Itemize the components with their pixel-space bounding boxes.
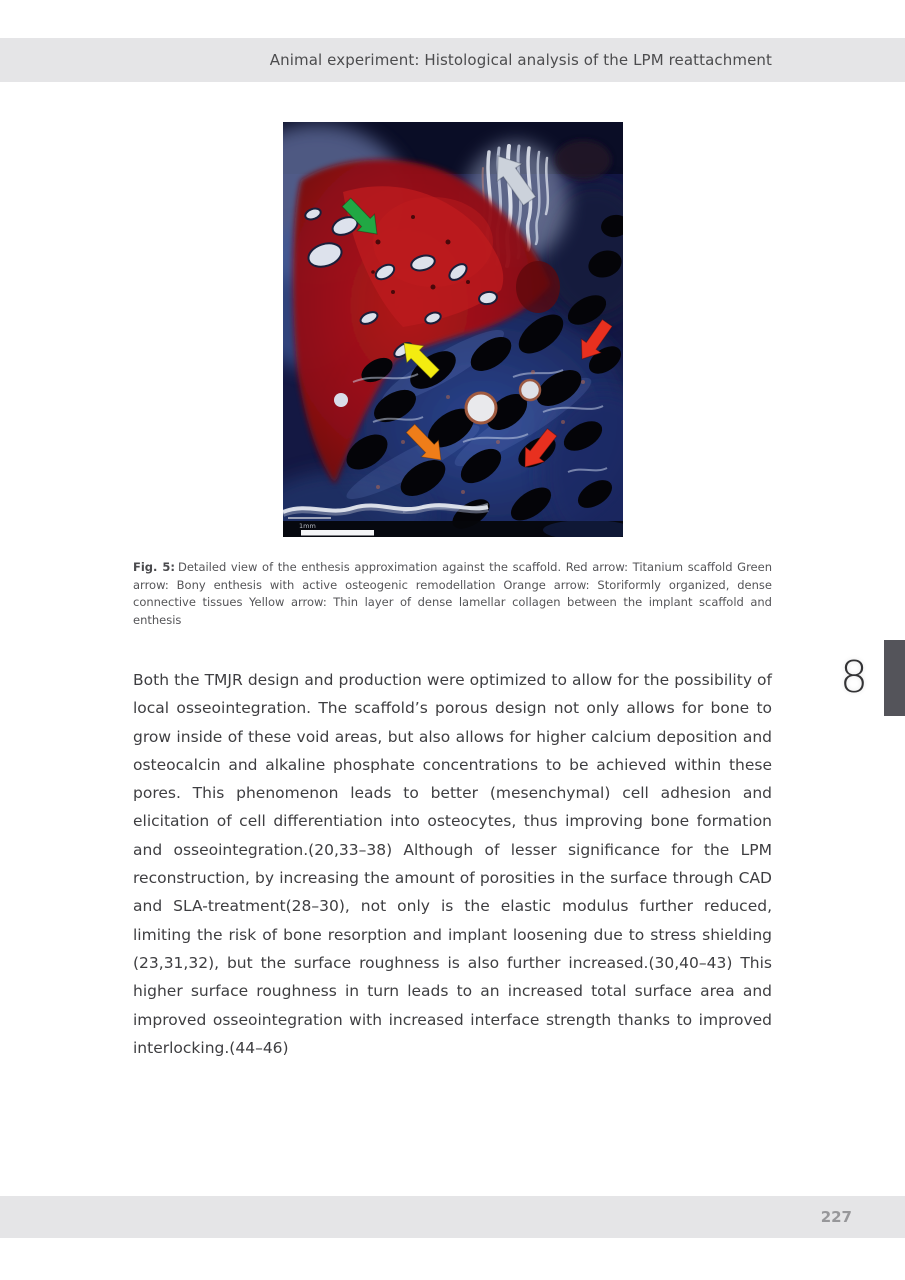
- figure-caption-text: Detailed view of the enthesis approximation against the scaffold. Red arrow: Titanium scaffold Green arrow: Bony enthesis with active osteogenic remodellation Orange arrow: Storiformly organized, dense connective tissues Yellow arrow: Thin layer of dense lamellar collagen between the implant scaffold and enthesis: [133, 560, 772, 627]
- tissue-void-highlight: [466, 393, 496, 423]
- running-header: [0, 38, 905, 82]
- chapter-tab: [884, 640, 905, 716]
- scale-bar-label: 1mm: [299, 522, 316, 530]
- chapter-marker: [825, 640, 905, 716]
- figure-caption-label: Fig. 5:: [133, 560, 175, 574]
- body-paragraph: Both the TMJR design and production were optimized to allow for the possibility of local osseointegration. The scaffold’s porous design not only allows for bone to grow inside of these void areas, but also allows for higher calcium deposition and osteocalcin and alkaline phosphate concentrations to be achieved within these pores. This phenomenon leads to better (mesenchymal) cell adhesion and elicitation of cell differentiation into osteocytes, thus improving bone formation and osseointegration.(20,33–38) Although of lesser significance for the LPM reconstruction, by increasing the amount of porosities in the surface through CAD and SLA-treatment(28–30), not only is the elastic modulus further reduced, limiting the risk of bone resorption and implant loosening due to stress shielding (23,31,32), but the surface roughness is also further increased.(30,40–43) This higher surface roughness in turn leads to an increased total surface area and improved osseointegration with increased interface strength thanks to improved interlocking.(44–46): [133, 671, 772, 1057]
- figure-5: [283, 122, 623, 537]
- page-footer: [0, 1196, 905, 1238]
- histology-micrograph-image: [283, 122, 623, 537]
- figure-caption: [133, 559, 772, 629]
- chapter-number: 8: [840, 652, 868, 703]
- page-number: 227: [820, 1208, 852, 1226]
- running-header-text: Animal experiment: Histological analysis of the LPM reattachment: [269, 51, 772, 69]
